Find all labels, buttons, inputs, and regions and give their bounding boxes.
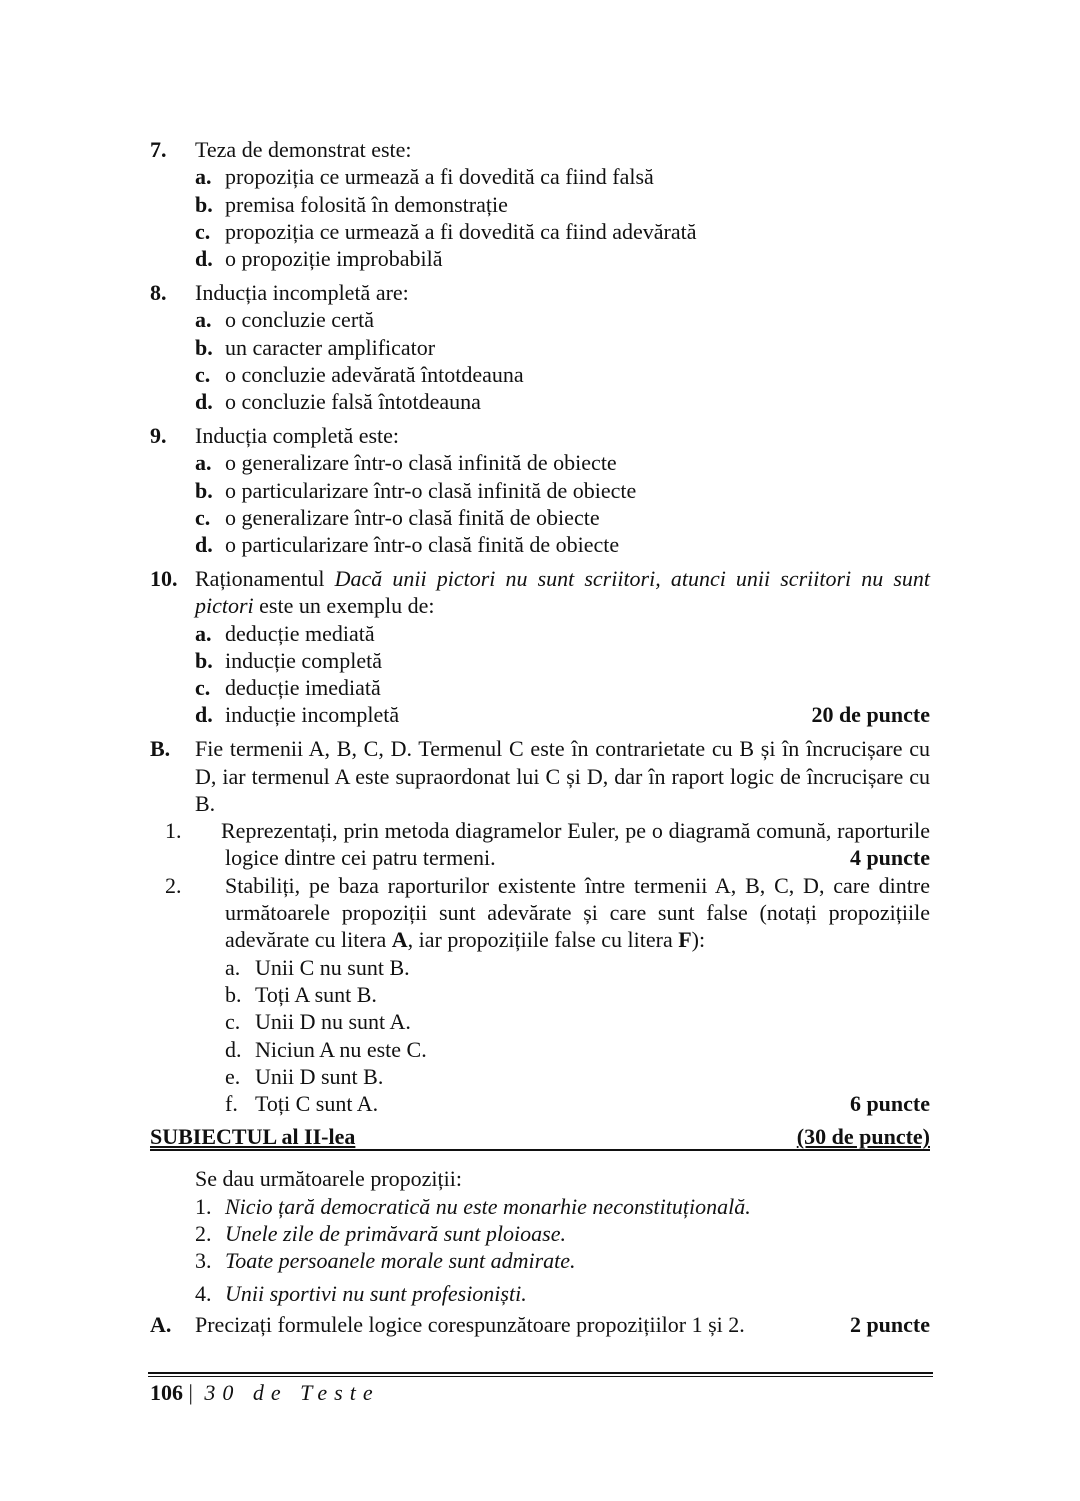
question-8 bbox=[150, 279, 930, 415]
section-a bbox=[150, 1311, 930, 1338]
proposition-text: Unele zile de primăvară sunt ploioase. bbox=[225, 1220, 566, 1246]
text: ): bbox=[691, 927, 706, 953]
option bbox=[195, 218, 930, 245]
option bbox=[225, 1063, 930, 1090]
option-text: o propoziție improbabilă bbox=[225, 246, 443, 272]
proposition bbox=[195, 1247, 930, 1274]
task-1 bbox=[165, 817, 930, 872]
proposition-text: Unii sportivi nu sunt profesioniști. bbox=[225, 1280, 527, 1306]
letter-f: F bbox=[678, 927, 692, 953]
option bbox=[195, 674, 930, 701]
option-text: un caracter amplificator bbox=[225, 334, 436, 360]
option bbox=[225, 1008, 930, 1035]
option-letter: c. bbox=[195, 361, 211, 387]
question-9 bbox=[150, 422, 930, 558]
option-letter: b. bbox=[195, 647, 213, 673]
option bbox=[225, 1090, 930, 1117]
option bbox=[195, 163, 930, 190]
option-letter: c. bbox=[195, 504, 211, 530]
question-number: 10. bbox=[150, 565, 178, 591]
option-letter: c. bbox=[195, 675, 211, 701]
separator: | bbox=[188, 1380, 193, 1405]
option bbox=[195, 531, 930, 558]
task-2 bbox=[165, 872, 930, 1118]
page-number: 106 bbox=[150, 1380, 183, 1405]
option-text: inducție incompletă bbox=[225, 702, 400, 728]
option-letter: f. bbox=[225, 1091, 238, 1117]
option-text: premisa folosită în demonstrație bbox=[225, 191, 508, 217]
proposition bbox=[195, 1193, 930, 1220]
section-label: A. bbox=[150, 1311, 172, 1337]
option bbox=[195, 245, 930, 272]
option-text: Unii C nu sunt B. bbox=[255, 954, 410, 980]
section-text: Precizați formulele logice corespunzătoare propozițiilor 1 și 2. bbox=[195, 1311, 745, 1337]
task-number: 2. bbox=[165, 872, 182, 898]
option bbox=[195, 449, 930, 476]
question-text: Raționamentul bbox=[195, 565, 335, 591]
option-letter: d. bbox=[225, 1036, 242, 1062]
points: 4 puncte bbox=[849, 845, 930, 871]
option-text: inducție completă bbox=[225, 647, 382, 673]
intro bbox=[150, 1165, 930, 1306]
option bbox=[195, 504, 930, 531]
option-text: Unii D sunt B. bbox=[255, 1063, 384, 1089]
question-10 bbox=[150, 565, 930, 729]
option bbox=[195, 306, 930, 333]
question-number: 7. bbox=[150, 137, 167, 162]
question-number: 8. bbox=[150, 279, 167, 305]
option-text: o particularizare într-o clasă finită de obiecte bbox=[225, 532, 620, 558]
points: 6 puncte bbox=[849, 1091, 930, 1117]
option bbox=[225, 954, 930, 981]
subject-points: (30 de puncte) bbox=[796, 1124, 930, 1150]
letter-a: A bbox=[391, 927, 408, 953]
option bbox=[225, 981, 930, 1008]
question-text: Teza de demonstrat este: bbox=[195, 137, 412, 162]
question-text: Inducția incompletă are: bbox=[195, 279, 409, 305]
option-text: propoziția ce urmează a fi dovedită ca fiind falsă bbox=[225, 164, 654, 190]
option-letter: d. bbox=[195, 246, 213, 272]
option-letter: a. bbox=[195, 164, 212, 190]
option-letter: a. bbox=[195, 307, 212, 333]
section-b bbox=[150, 735, 930, 1117]
task-number: 1. bbox=[165, 818, 182, 844]
footer bbox=[150, 1380, 380, 1406]
intro-text: Se dau următoarele propoziții: bbox=[195, 1166, 462, 1192]
question-text: Inducția completă este: bbox=[195, 422, 400, 448]
points: 2 puncte bbox=[849, 1311, 930, 1337]
option-letter: a. bbox=[195, 620, 212, 646]
question-7 bbox=[150, 136, 930, 272]
subject-heading bbox=[150, 1125, 930, 1151]
option-letter: c. bbox=[195, 218, 211, 244]
proposition-number: 3. bbox=[195, 1248, 212, 1274]
option-text: deducție imediată bbox=[225, 675, 381, 701]
option-text: Unii D nu sunt A. bbox=[255, 1009, 411, 1035]
option-text: o concluzie adevărată întotdeauna bbox=[225, 361, 524, 387]
option-letter: d. bbox=[195, 389, 213, 415]
proposition-text: Nicio țară democratică nu este monarhie neconstituțională. bbox=[225, 1193, 751, 1219]
option-letter: b. bbox=[195, 191, 213, 217]
option bbox=[195, 191, 930, 218]
text: Stabiliți, pe baza raporturilor existente între termenii A, B, C, D, care dintre următoarele propoziții sunt adevărate și care sunt false (notați propozițiile adevărate cu litera bbox=[225, 872, 930, 953]
footer-rule bbox=[148, 1372, 933, 1377]
option bbox=[195, 477, 930, 504]
option-letter: a. bbox=[225, 954, 241, 980]
option bbox=[195, 361, 930, 388]
proposition bbox=[195, 1280, 930, 1307]
proposition-number: 1. bbox=[195, 1193, 212, 1219]
question-number: 9. bbox=[150, 422, 167, 448]
document-page bbox=[150, 136, 930, 1345]
option-text: deducție mediată bbox=[225, 620, 375, 646]
option-text: propoziția ce urmează a fi dovedită ca fiind adevărată bbox=[225, 218, 697, 244]
option-text: o concluzie falsă întotdeauna bbox=[225, 389, 481, 415]
question-example: Dacă unii pictori nu sunt scriitori, atunci unii scriitori nu sunt pictori bbox=[195, 565, 931, 619]
option-text: Toți A sunt B. bbox=[255, 981, 377, 1007]
option bbox=[195, 334, 930, 361]
section-text: Fie termenii A, B, C, D. Termenul C este în contrarietate cu B și în încrucișare cu D, iar termenul A este supraordonat lui C și D, dar în raport logic de încrucișare cu B. bbox=[195, 736, 930, 816]
option-letter: e. bbox=[225, 1063, 241, 1089]
option bbox=[195, 388, 930, 415]
text: , iar propozițiile false cu litera bbox=[407, 927, 679, 953]
task-text bbox=[225, 872, 930, 954]
option-text: o generalizare într-o clasă infinită de obiecte bbox=[225, 450, 617, 476]
option-letter: a. bbox=[195, 450, 212, 476]
question-text: este un exemplu de: bbox=[253, 593, 435, 619]
option-text: Toți C sunt A. bbox=[255, 1091, 379, 1117]
option-letter: c. bbox=[225, 1009, 241, 1035]
option-letter: b. bbox=[195, 334, 213, 360]
option bbox=[195, 620, 930, 647]
proposition-number: 4. bbox=[195, 1280, 212, 1306]
option-text: o particularizare într-o clasă infinită de obiecte bbox=[225, 477, 637, 503]
proposition bbox=[195, 1220, 930, 1247]
book-title: 30 de Teste bbox=[204, 1380, 380, 1405]
option bbox=[195, 647, 930, 674]
option-letter: b. bbox=[195, 477, 213, 503]
option-text: Niciun A nu este C. bbox=[255, 1036, 427, 1062]
option-text: o generalizare într-o clasă finită de obiecte bbox=[225, 504, 600, 530]
proposition-number: 2. bbox=[195, 1220, 212, 1246]
task-text: Reprezentați, prin metoda diagramelor Euler, pe o diagramă comună, raporturile logice dintre cei patru termeni. bbox=[221, 818, 930, 871]
proposition-text: Toate persoanele morale sunt admirate. bbox=[225, 1248, 576, 1274]
option-text: o concluzie certă bbox=[225, 307, 375, 333]
option-letter: d. bbox=[195, 532, 213, 558]
option-letter: b. bbox=[225, 981, 242, 1007]
section-label: B. bbox=[150, 736, 171, 762]
option-letter: d. bbox=[195, 702, 213, 728]
subject-title: SUBIECTUL al II-lea bbox=[150, 1124, 356, 1150]
points: 20 de puncte bbox=[811, 702, 930, 728]
option bbox=[225, 1036, 930, 1063]
